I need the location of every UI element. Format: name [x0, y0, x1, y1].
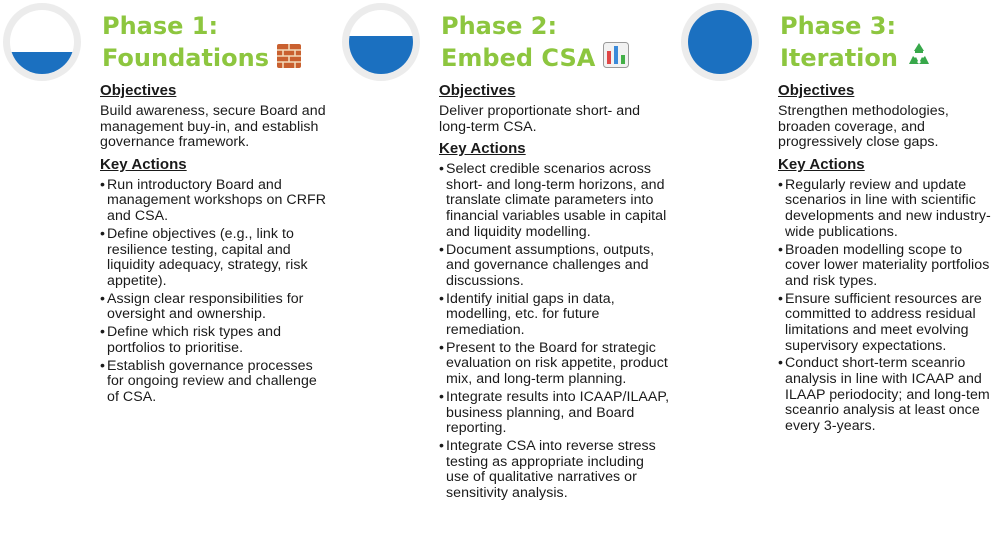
progress-gauge-fill — [10, 52, 74, 74]
progress-gauge-fill — [688, 10, 752, 74]
list-item: • Select credible scenarios across short- and long-term horizons, and translate climate parameters into financial variables usable in capital and liquidity modelling. — [439, 162, 670, 240]
key-actions-list — [100, 178, 331, 406]
brick-icon — [277, 44, 301, 76]
key-actions-list — [439, 162, 670, 501]
list-item: • Establish governance processes for ongoing review and challenge of CSA. — [100, 359, 331, 406]
objectives-heading: Objectives — [100, 82, 177, 99]
progress-gauge-inner — [688, 10, 752, 74]
key-actions-heading: Key Actions — [778, 155, 865, 173]
phase-title-line1: Phase 3: — [780, 12, 897, 40]
progress-gauge — [3, 3, 81, 81]
phase-title-line1: Phase 1: — [102, 12, 219, 40]
progress-gauge-fill — [349, 36, 413, 74]
key-actions-list — [778, 178, 998, 435]
list-item: • Define which risk types and portfolios to prioritise. — [100, 325, 331, 356]
progress-gauge — [681, 3, 759, 81]
phase-title-line2: Embed CSA — [441, 44, 596, 72]
objectives-text: Deliver proportionate short- and long-term CSA. — [439, 103, 641, 135]
progress-gauge — [342, 3, 420, 81]
phase-2-column — [339, 0, 674, 557]
list-item: • Regularly review and update scenarios in line with scientific developments and new industry-wide publications. — [778, 178, 998, 240]
list-item: • Broaden modelling scope to cover lower materiality portfolios and risk types. — [778, 243, 998, 290]
key-actions-heading: Key Actions — [439, 140, 526, 158]
list-item: • Integrate CSA into reverse stress testing as appropriate including use of qualitative narratives or sensitivity analysis. — [439, 439, 670, 501]
progress-gauge-inner — [349, 10, 413, 74]
phase-content — [100, 82, 331, 408]
list-item: • Conduct short-term sceanrio analysis in line with ICAAP and ILAAP periodocity; and long-tem sceanrio analysis at least once every 3-years. — [778, 356, 998, 434]
bar-chart-icon — [603, 42, 629, 76]
list-item: • Define objectives (e.g., link to resilience testing, capital and liquidity adequacy, strategy, risk appetite). — [100, 227, 331, 289]
phase-title-line2: Iteration — [780, 44, 898, 72]
phase-3-column — [678, 0, 1002, 557]
list-item: • Document assumptions, outputs, and governance challenges and discussions. — [439, 243, 670, 290]
objectives-heading: Objectives — [439, 82, 516, 99]
phase-content — [439, 82, 670, 504]
list-item: • Run introductory Board and management workshops on CRFR and CSA. — [100, 178, 331, 225]
objectives-heading: Objectives — [778, 82, 855, 99]
phase-title — [441, 10, 629, 76]
phase-title-line2: Foundations — [102, 44, 270, 72]
list-item: • Ensure sufficient resources are committed to address residual limitations and meet evolving supervisory expectations. — [778, 292, 998, 354]
list-item: • Identify initial gaps in data, modelling, etc. for future remediation. — [439, 292, 670, 339]
list-item: • Present to the Board for strategic evaluation on risk appetite, product mix, and long-term planning. — [439, 341, 670, 388]
list-item: • Integrate results into ICAAP/ILAAP, business planning, and Board reporting. — [439, 390, 670, 437]
phase-content — [778, 82, 998, 437]
progress-gauge-inner — [10, 10, 74, 74]
objectives-text: Build awareness, secure Board and management buy-in, and establish governance framework. — [100, 103, 326, 151]
phase-title — [102, 10, 301, 76]
phase-title — [780, 10, 932, 76]
key-actions-heading: Key Actions — [100, 155, 187, 173]
phase-title-line1: Phase 2: — [441, 12, 558, 40]
objectives-text: Strengthen methodologies, broaden coverage, and progressively close gaps. — [778, 103, 949, 151]
phase-1-column — [0, 0, 335, 557]
list-item: • Assign clear responsibilities for oversight and ownership. — [100, 292, 331, 323]
recycle-icon — [906, 42, 932, 76]
